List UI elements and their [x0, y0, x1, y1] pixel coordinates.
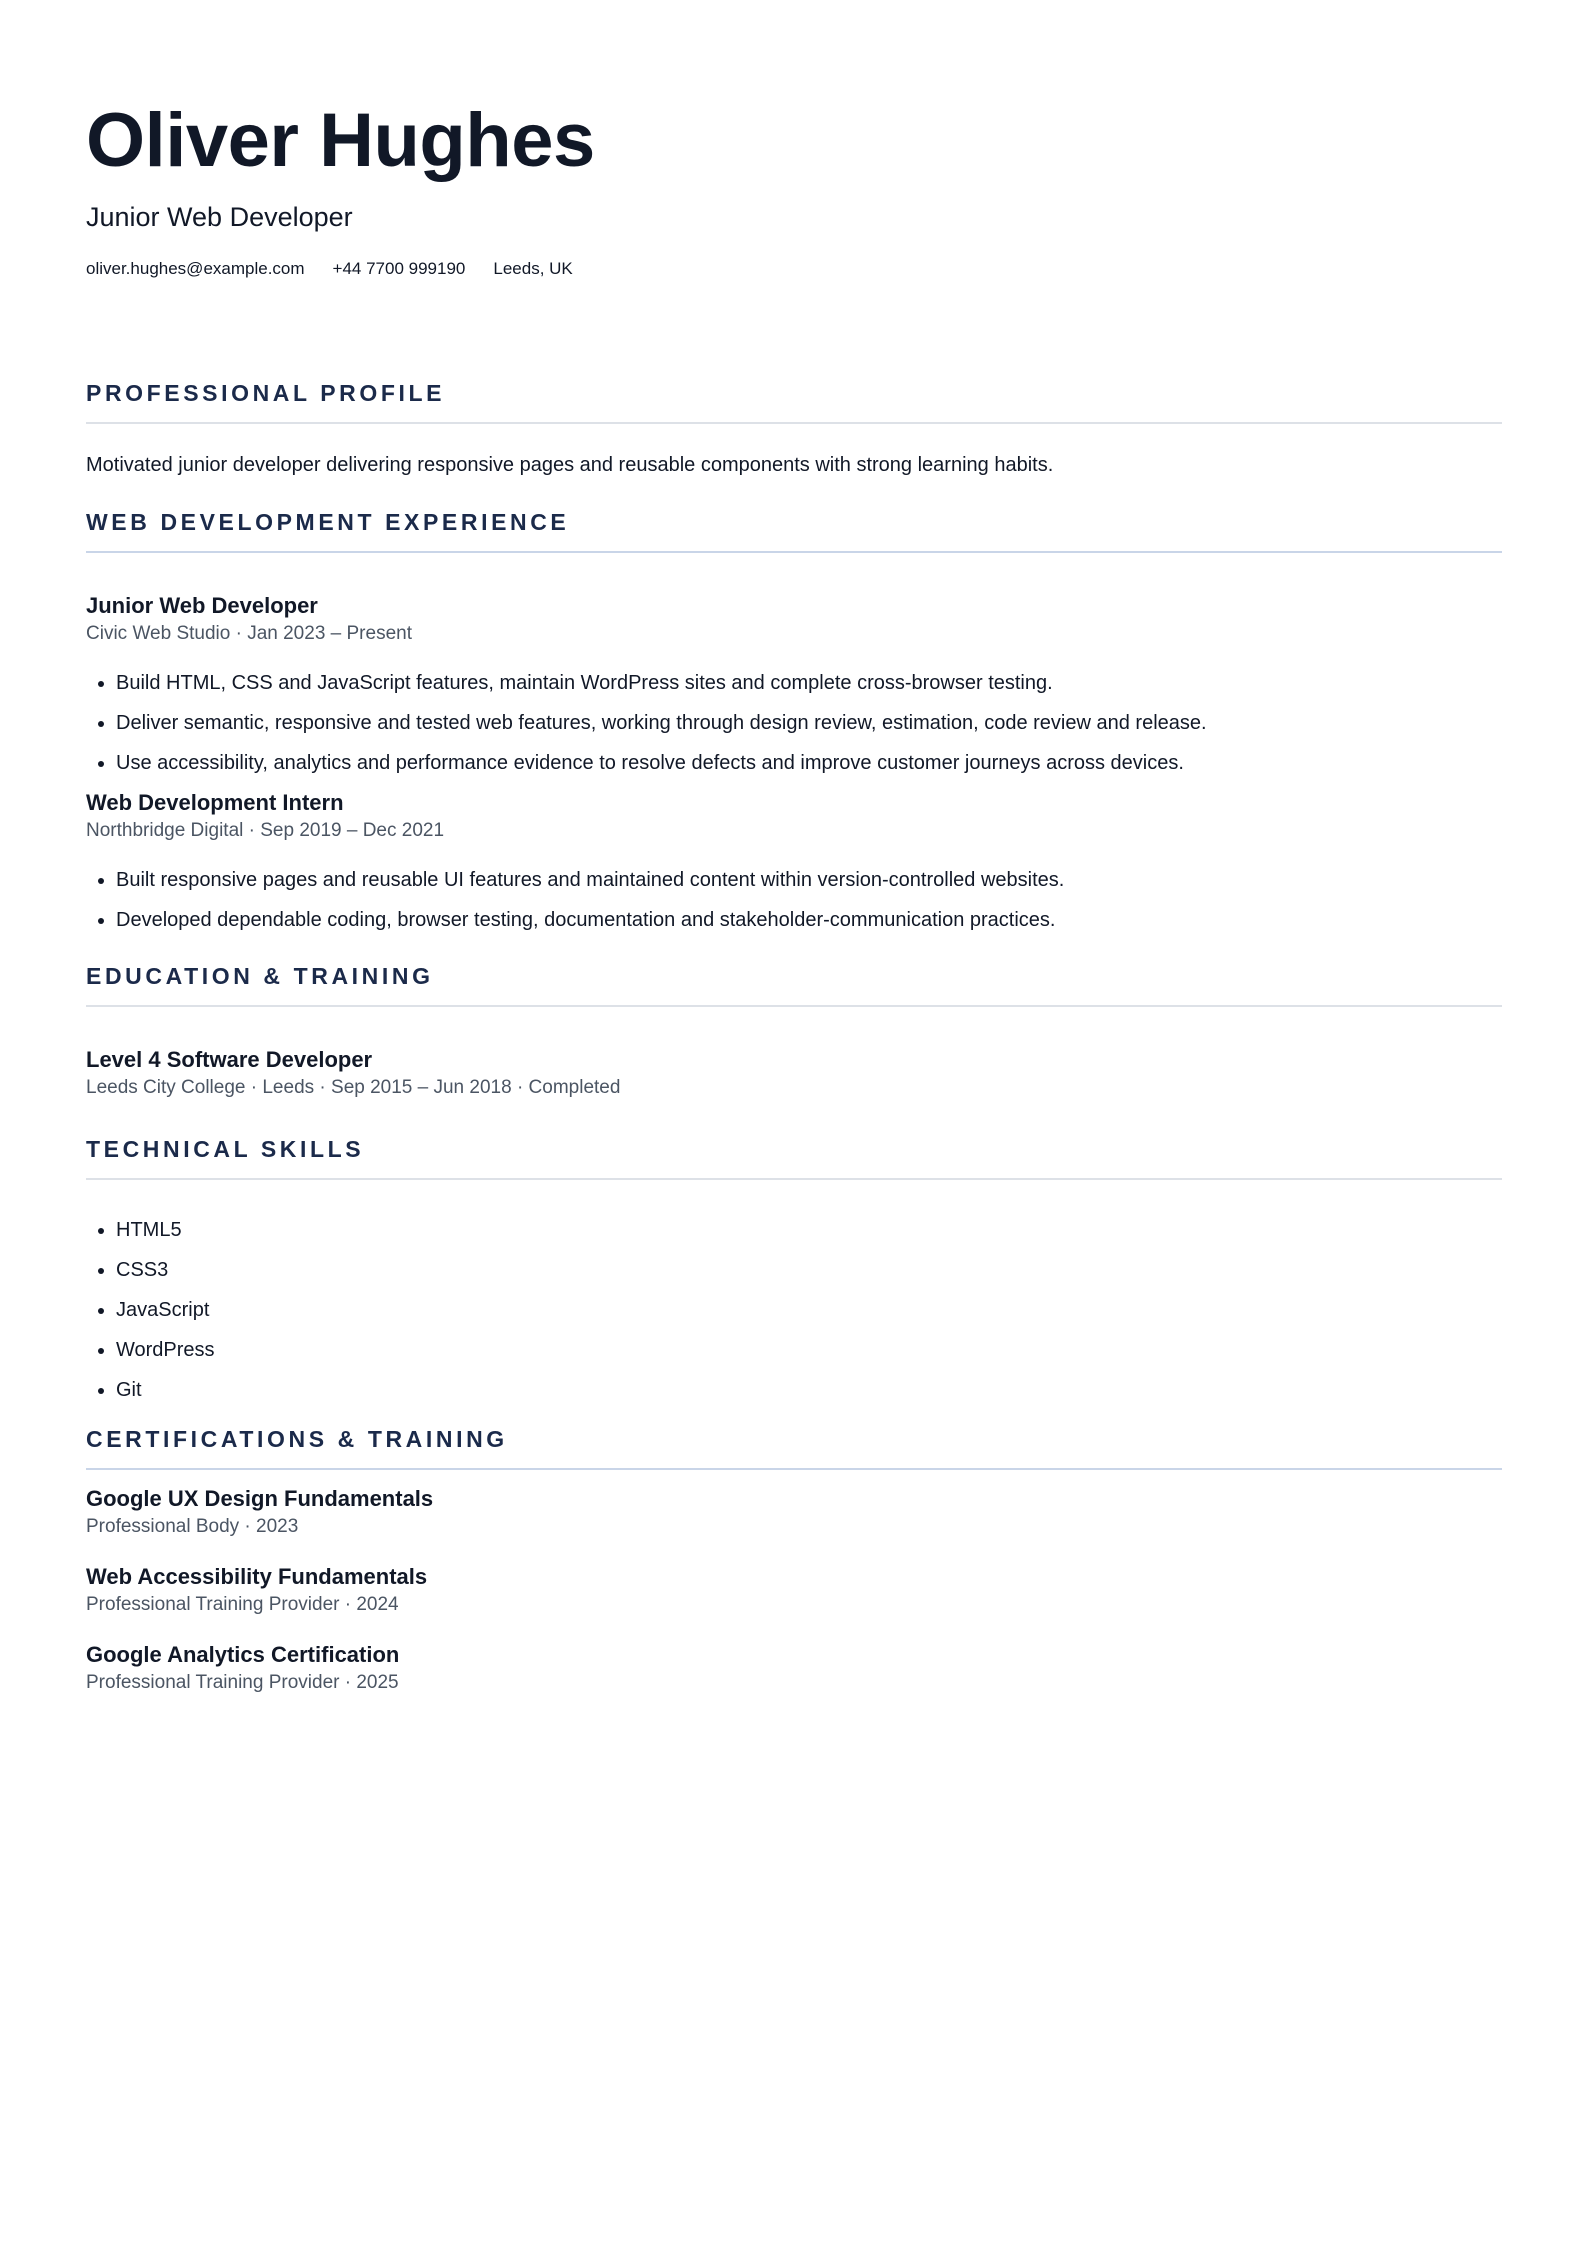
certifications-section — [86, 1424, 1502, 1696]
section-divider — [86, 1178, 1502, 1180]
job-bullet: • Build HTML, CSS and JavaScript features, maintain WordPress sites and complete cross-browser testing. — [116, 669, 1502, 697]
certification-entry — [86, 1640, 1502, 1696]
candidate-headline: Junior Web Developer — [86, 202, 353, 232]
skill-item: • CSS3 — [116, 1256, 1502, 1284]
candidate-name: Oliver Hughes — [86, 98, 595, 183]
skill-item: • HTML5 — [116, 1216, 1502, 1244]
job-bullets — [86, 669, 1502, 777]
job-bullet: • Deliver semantic, responsive and tested web features, working through design review, estimation, code review and release. — [116, 709, 1502, 737]
profile-section — [86, 378, 1502, 479]
section-title-profile: PROFESSIONAL PROFILE — [86, 380, 446, 406]
section-title-experience: WEB DEVELOPMENT EXPERIENCE — [86, 509, 570, 535]
job-meta: Civic Web Studio · Jan 2023 – Present — [86, 623, 412, 644]
certification-name: Google Analytics Certification — [86, 1642, 400, 1667]
section-divider — [86, 1468, 1502, 1470]
job-bullet: • Developed dependable coding, browser testing, documentation and stakeholder-communication practices. — [116, 906, 1502, 934]
certification-entry — [86, 1562, 1502, 1618]
skill-item: • JavaScript — [116, 1296, 1502, 1324]
certification-meta: Professional Body · 2023 — [86, 1516, 299, 1537]
certification-meta: Professional Training Provider · 2024 — [86, 1594, 399, 1615]
job-role: Junior Web Developer — [86, 593, 318, 618]
section-title-education: EDUCATION & TRAINING — [86, 963, 434, 989]
job-entry — [86, 591, 1502, 777]
section-divider — [86, 551, 1502, 553]
education-qualification: Level 4 Software Developer — [86, 1047, 373, 1072]
job-bullet: • Use accessibility, analytics and performance evidence to resolve defects and improve customer journeys across devices. — [116, 749, 1502, 777]
section-divider — [86, 1005, 1502, 1007]
resume-header — [86, 98, 1502, 280]
section-divider — [86, 422, 1502, 424]
education-entry — [86, 1045, 1502, 1101]
section-title-skills: TECHNICAL SKILLS — [86, 1136, 365, 1162]
experience-section — [86, 507, 1502, 934]
certification-name: Google UX Design Fundamentals — [86, 1486, 434, 1511]
job-entry — [86, 788, 1502, 934]
contact-phone: +44 7700 999190 — [332, 259, 466, 278]
job-meta: Northbridge Digital · Sep 2019 – Dec 2021 — [86, 820, 445, 841]
job-bullet: • Built responsive pages and reusable UI features and maintained content within version-controlled websites. — [116, 866, 1502, 894]
contact-details — [86, 258, 1502, 280]
certification-meta: Professional Training Provider · 2025 — [86, 1672, 399, 1693]
certification-name: Web Accessibility Fundamentals — [86, 1564, 428, 1589]
education-meta: Leeds City College · Leeds · Sep 2015 – Jun 2018 · Completed — [86, 1077, 621, 1098]
skill-item: • Git — [116, 1376, 1502, 1404]
job-bullets — [86, 866, 1502, 934]
profile-summary: Motivated junior developer delivering responsive pages and reusable components with strong learning habits. — [86, 454, 1054, 476]
contact-email: oliver.hughes@example.com — [86, 259, 305, 278]
skills-section — [86, 1134, 1502, 1404]
job-role: Web Development Intern — [86, 790, 344, 815]
contact-location: Leeds, UK — [493, 259, 573, 278]
section-title-certifications: CERTIFICATIONS & TRAINING — [86, 1426, 508, 1452]
education-section — [86, 961, 1502, 1101]
skill-item: • WordPress — [116, 1336, 1502, 1364]
skills-list — [86, 1216, 1502, 1404]
certification-entry — [86, 1484, 1502, 1540]
